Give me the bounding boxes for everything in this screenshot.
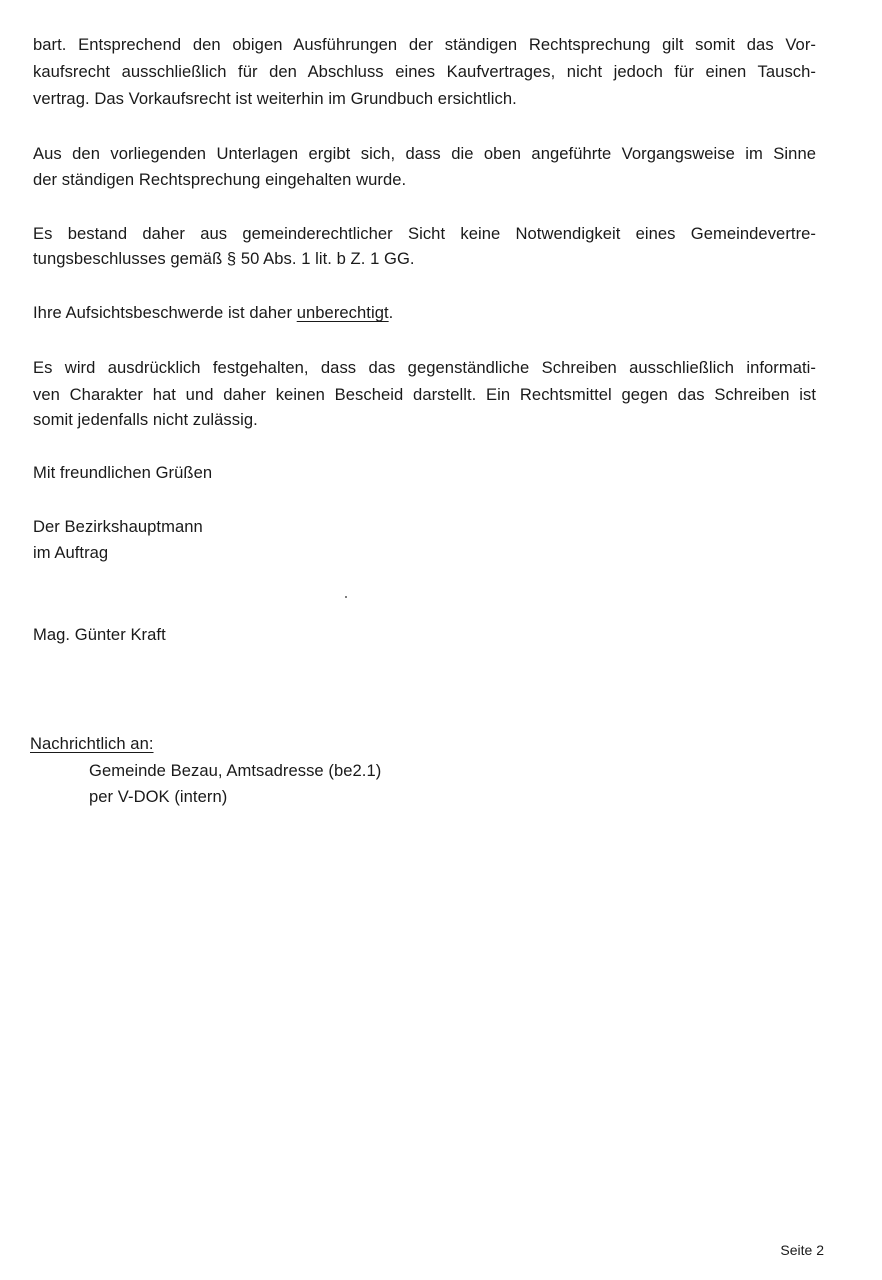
conclusion-suffix: . bbox=[388, 303, 394, 322]
scan-speck bbox=[345, 596, 347, 598]
paragraph-line: Es bestand daher aus gemeinderechtlicher Sicht keine Notwendigkeit eines Gemeindevertre- bbox=[33, 224, 816, 243]
paragraph-line: Es wird ausdrücklich festgehalten, dass das gegenständliche Schreiben ausschließlich informati- bbox=[33, 358, 816, 377]
paragraph-line: tungsbeschlusses gemäß § 50 Abs. 1 lit. b Z. 1 GG. bbox=[33, 249, 415, 268]
signatory-name: Mag. Günter Kraft bbox=[33, 625, 166, 644]
distribution-heading: Nachrichtlich an: bbox=[30, 734, 154, 753]
page-number: Seite 2 bbox=[780, 1242, 824, 1258]
paragraph-line: bart. Entsprechend den obigen Ausführungen der ständigen Rechtsprechung gilt somit das Vor- bbox=[33, 35, 816, 54]
greeting: Mit freundlichen Grüßen bbox=[33, 463, 213, 482]
distribution-recipient: per V-DOK (intern) bbox=[89, 787, 228, 806]
conclusion-prefix: Ihre Aufsichtsbeschwerde ist daher bbox=[33, 303, 297, 322]
paragraph-line: kaufsrecht ausschließlich für den Abschluss eines Kaufvertrages, nicht jedoch für einen Tausch- bbox=[33, 62, 816, 81]
paragraph-line: der ständigen Rechtsprechung eingehalten wurde. bbox=[33, 170, 407, 189]
paragraph-line: somit jedenfalls nicht zulässig. bbox=[33, 410, 258, 429]
paragraph-line: Aus den vorliegenden Unterlagen ergibt sich, dass die oben angeführte Vorgangsweise im Sinne bbox=[33, 144, 816, 163]
paragraph-line: ven Charakter hat und daher keinen Bescheid darstellt. Ein Rechtsmittel gegen das Schreiben ist bbox=[33, 385, 816, 404]
conclusion-emphasis: unberechtigt bbox=[296, 303, 389, 322]
paragraph-line: vertrag. Das Vorkaufsrecht ist weiterhin im Grundbuch ersichtlich. bbox=[33, 89, 517, 108]
signatory-title: Der Bezirkshauptmann bbox=[33, 517, 203, 536]
distribution-recipient: Gemeinde Bezau, Amtsadresse (be2.1) bbox=[89, 761, 382, 780]
conclusion-line bbox=[33, 301, 393, 325]
signatory-title-sub: im Auftrag bbox=[33, 543, 109, 562]
